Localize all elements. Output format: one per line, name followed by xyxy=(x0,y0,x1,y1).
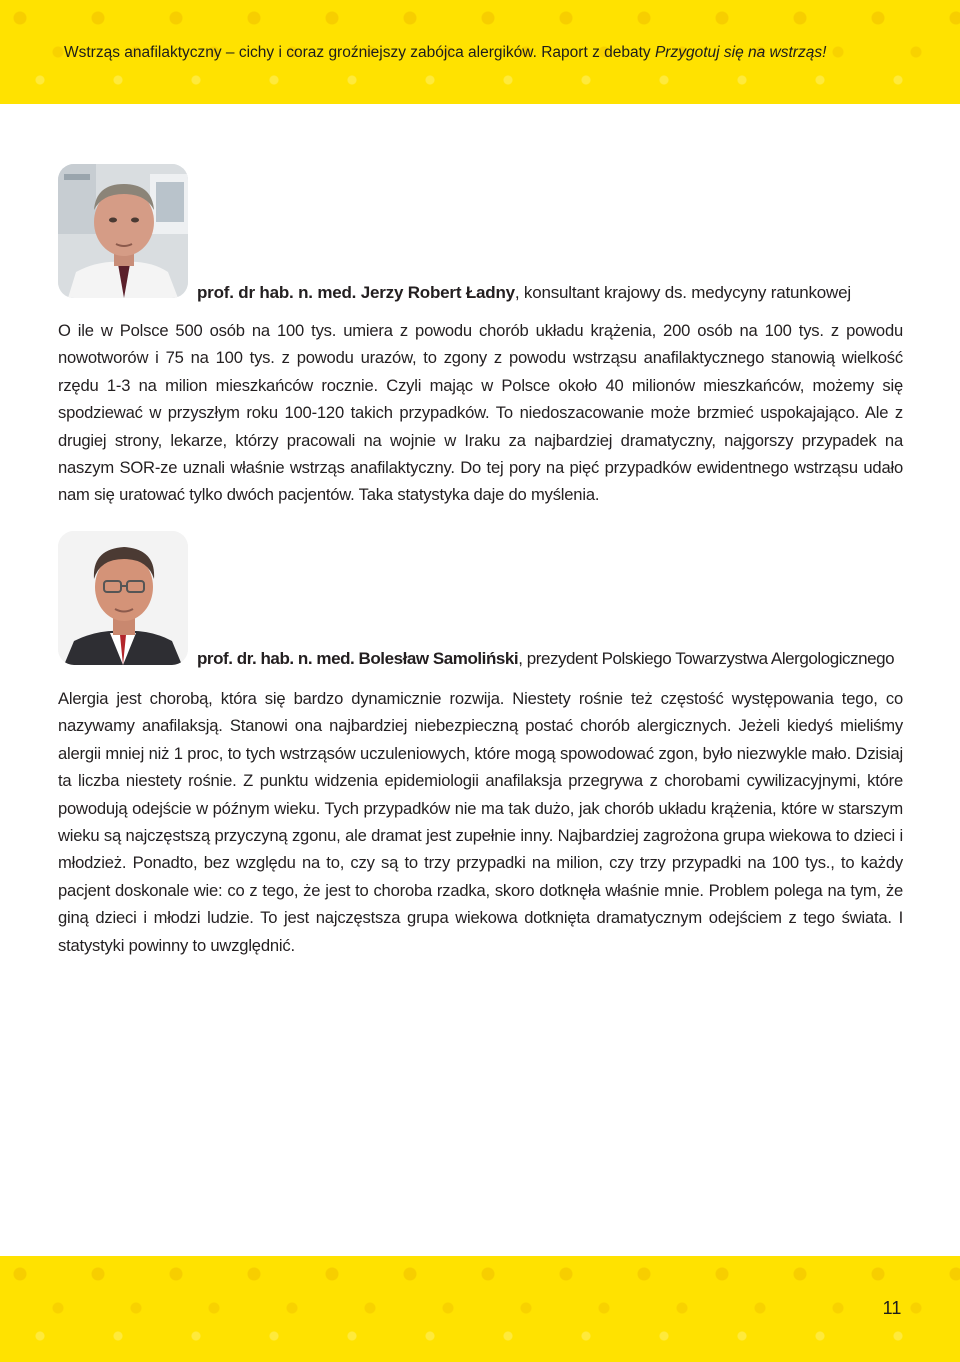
header-band xyxy=(0,0,960,104)
statement-ladny: O ile w Polsce 500 osób na 100 tys. umiera z powodu chorób układu krążenia, 200 osób na 100 tys. z powodu nowotworów i 75 na 100 tys. z powodu urazów, to zgony z powodu wstrząsu anafilaktycznego stanowią wielkość rzędu 1-3 na milion mieszkańców rocznie. Czyli mając w Polsce około 40 milionów mieszkańców, możemy się spodziewać w przyszłym roku 100-120 takich przypadków. To niedoszacowanie może brzmieć uspokajająco. Ale z drugiej strony, lekarze, którzy pracowali na wojnie w Iraku za najbardziej dramatyczny, najgorszy przypadek na naszym SOR-ze uznali właśnie wstrząs anafilaktyczny. Do tej pory na pięć przypadków ewidentnego wstrząsu udało nam się uratować tylko dwóch pacjentów. Taka statystyka daje do myślenia. xyxy=(58,321,903,505)
running-header xyxy=(64,43,944,63)
header-title-italic: Przygotuj się na wstrząs! xyxy=(654,44,827,61)
byline-name: prof. dr hab. n. med. Jerzy Robert Ładny xyxy=(197,283,515,302)
byline-ladny xyxy=(197,282,907,304)
byline-role: , konsultant krajowy ds. medycyny ratunkowej xyxy=(514,283,851,302)
footer-band xyxy=(0,1256,960,1362)
page-number: 11 xyxy=(882,1298,902,1318)
byline-samolinski xyxy=(197,648,907,670)
portrait-photo-ladny xyxy=(58,164,188,298)
header-title: Wstrząs anafilaktyczny – cichy i coraz groźniejszy zabójca alergików. Raport z debaty xyxy=(64,44,655,61)
byline-role: , prezydent Polskiego Towarzystwa Alergologicznego xyxy=(518,649,895,668)
portrait-photo-samolinski xyxy=(58,531,188,665)
statement-samolinski: Alergia jest chorobą, która się bardzo dynamicznie rozwija. Niestety rośnie też częstość występowania tego, co nazywamy anafilaksją. Stanowi ona najbardziej niebezpieczną postać chorób alergicznych. Jeżeli kiedyś mieliśmy alergii mniej niż 1 proc, to tych wstrząsów uczuleniowych, które mogą spowodować zgon, było niezwykle mało. Dzisiaj ta liczba niestety rośnie. Z punktu widzenia epidemiologii anafilaksja przegrywa z chorobami cywilizacyjnymi, które powodują odejście w późnym wieku. Tych przypadków nie ma tak dużo, jak chorób układu krążenia, które w starszym wieku są najczęstszą przyczyną zgonu, ale dramat jest zupełnie inny. Najbardziej zagrożona grupa wiekowa to dzieci i młodzież. Ponadto, bez względu na to, czy są to trzy przypadki na milion, czy trzy przypadki na 100 tys., to każdy pacjent doskonale wie: co z tego, że jest to choroba rzadka, skoro dotknęła właśnie mnie. Problem polega na tym, że giną dzieci i młodzi ludzie. To jest najczęstsza grupa wiekowa dotknięta dramatycznym odejściem z tego świata. I statystyki powinny to uwzględnić. xyxy=(58,689,903,955)
byline-name: prof. dr. hab. n. med. Bolesław Samoliński xyxy=(197,649,519,668)
portrait-illustration xyxy=(58,164,188,298)
portrait-illustration xyxy=(58,531,188,665)
